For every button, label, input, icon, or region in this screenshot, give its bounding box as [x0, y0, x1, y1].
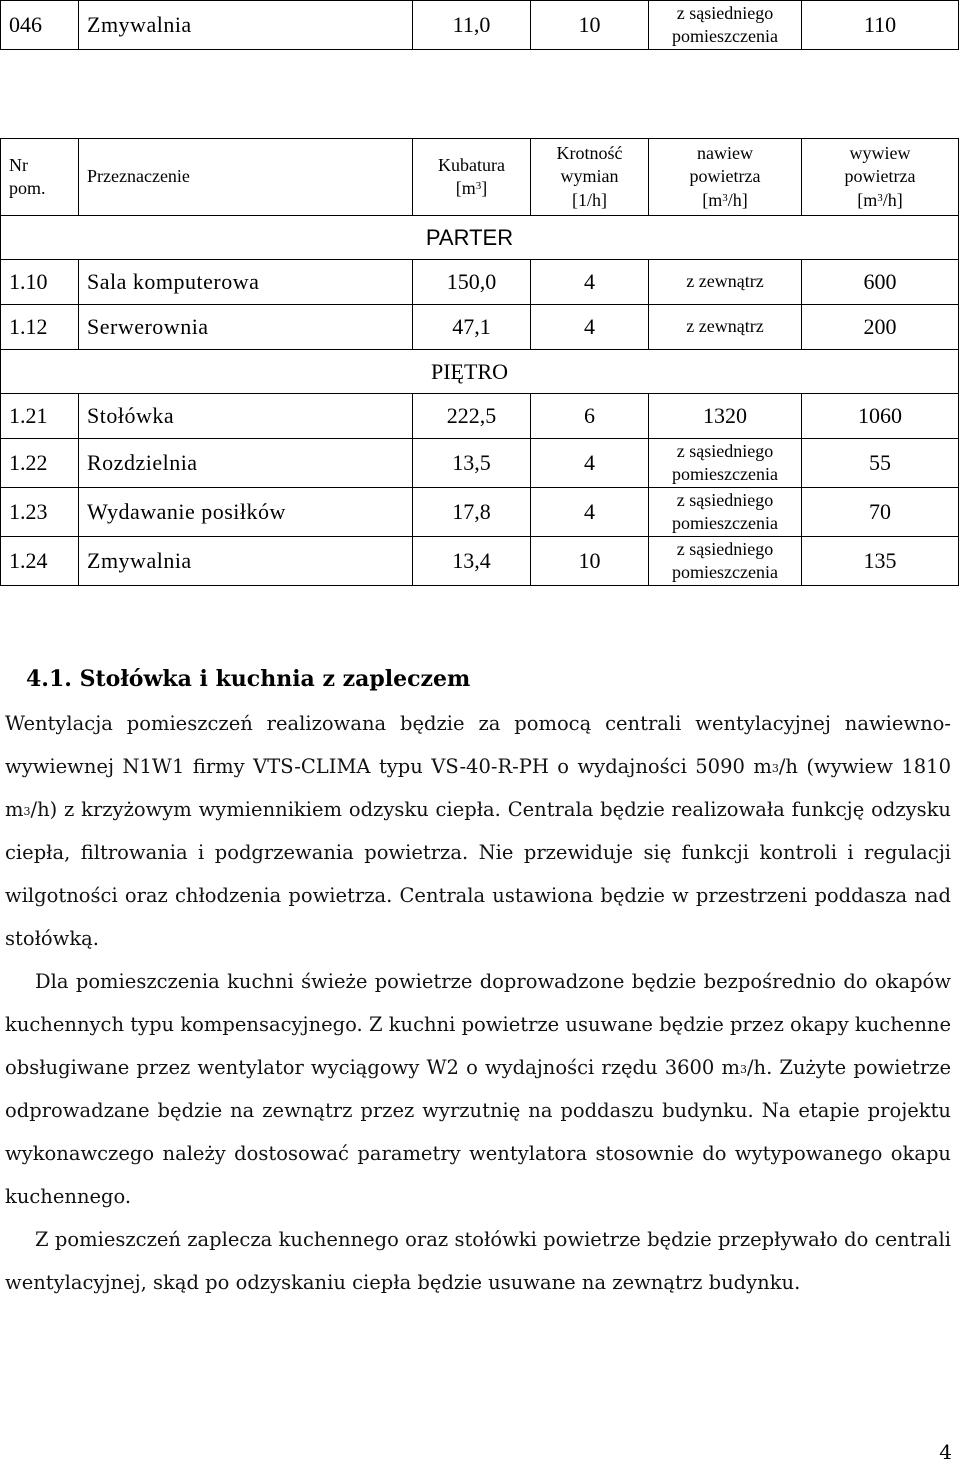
supply-air: z zewnątrz — [649, 305, 802, 350]
room-name: Zmywalnia — [79, 537, 413, 586]
table-row — [1, 260, 959, 305]
room-name: Wydawanie posiłków — [79, 488, 413, 537]
supply-air: z zewnątrz — [649, 260, 802, 305]
exhaust-air: 70 — [802, 488, 959, 537]
paragraph-2: Dla pomieszczenia kuchni świeże powietrze doprowadzone będzie bezpośrednio do okapów kuchennych typu kompensacyjnego. Z kuchni powietrze usuwane będzie przez okapy kuchenne obsługiwane przez wentylator wyciągowy W2 o wydajności rzędu 3600 $m^3/h$. Zużyte powietrze odprowadzane będzie na zewnątrz przez wyrzutnię na poddaszu budynku. Na etapie projektu wykonawczego należy dostosować parametry wentylatora stosownie do wytypowanego okapu kuchennego. — [5, 970, 951, 1208]
header-supply: nawiew powietrza $[m^3/h]$ — [649, 139, 802, 216]
header-purpose: Przeznaczenie — [79, 139, 413, 216]
supply-air: 1320 — [649, 394, 802, 439]
exhaust-air: 110 — [802, 1, 959, 50]
room-volume: 13,4 — [413, 537, 531, 586]
room-volume: 11,0 — [413, 1, 531, 50]
room-name: Sala komputerowa — [79, 260, 413, 305]
air-change-rate: 4 — [531, 305, 649, 350]
table-row — [1, 394, 959, 439]
room-number: 1.12 — [1, 305, 79, 350]
exhaust-air: 200 — [802, 305, 959, 350]
table-row — [1, 488, 959, 537]
table-row — [1, 537, 959, 586]
supply-air: z sąsiedniego pomieszczenia — [649, 439, 802, 488]
table-row — [1, 1, 959, 50]
section-heading: 4.1. Stołówka i kuchnia z zapleczem — [26, 666, 471, 692]
room-name: Rozdzielnia — [79, 439, 413, 488]
air-change-rate: 6 — [531, 394, 649, 439]
air-change-rate: 4 — [531, 260, 649, 305]
header-exhaust: wywiew powietrza $[m^3/h]$ — [802, 139, 959, 216]
ventilation-table — [0, 138, 959, 586]
header-air-change: Krotność wymian [1/h] — [531, 139, 649, 216]
room-volume: 17,8 — [413, 488, 531, 537]
air-change-rate: 4 — [531, 488, 649, 537]
room-number: 046 — [1, 1, 79, 50]
room-number: 1.21 — [1, 394, 79, 439]
room-volume: 222,5 — [413, 394, 531, 439]
table-row — [1, 305, 959, 350]
section-parter: PARTER — [1, 216, 959, 260]
table-header — [1, 139, 959, 216]
air-change-rate: 4 — [531, 439, 649, 488]
section-row — [1, 216, 959, 260]
exhaust-air: 55 — [802, 439, 959, 488]
exhaust-air: 135 — [802, 537, 959, 586]
room-volume: 150,0 — [413, 260, 531, 305]
supply-air: z sąsiedniego pomieszczenia — [649, 1, 802, 50]
paragraph-1: Wentylacja pomieszczeń realizowana będzie za pomocą centrali wentylacyjnej nawiewno-wywiewnej N1W1 firmy VTS-CLIMA typu VS-40-R-PH o wydajności 5090 $m^3/h$ (wywiew 1810 $m^3/h$) z krzyżowym wymiennikiem odzysku ciepła. Centrala będzie realizowała funkcję odzysku ciepła, filtrowania i podgrzewania powietrza. Nie przewiduje się funkcji kontroli i regulacji wilgotności oraz chłodzenia powietrza. Centrala ustawiona będzie w przestrzeni poddasza nad stołówką. — [5, 712, 951, 950]
exhaust-air: 1060 — [802, 394, 959, 439]
room-number: 1.22 — [1, 439, 79, 488]
page-number: 4 — [939, 1440, 952, 1464]
air-change-rate: 10 — [531, 537, 649, 586]
room-volume: 13,5 — [413, 439, 531, 488]
room-name: Serwerownia — [79, 305, 413, 350]
room-number: 1.23 — [1, 488, 79, 537]
air-change-rate: 10 — [531, 1, 649, 50]
supply-air: z sąsiedniego pomieszczenia — [649, 488, 802, 537]
room-number: 1.10 — [1, 260, 79, 305]
table-row — [1, 439, 959, 488]
room-number: 1.24 — [1, 537, 79, 586]
paragraph-3: Z pomieszczeń zaplecza kuchennego oraz stołówki powietrze będzie przepływało do centrali wentylacyjnej, skąd po odzyskaniu ciepła będzie usuwane na zewnątrz budynku. — [5, 1228, 951, 1294]
header-volume: Kubatura $[m^3]$ — [413, 139, 531, 216]
room-name: Zmywalnia — [79, 1, 413, 50]
supply-air: z sąsiedniego pomieszczenia — [649, 537, 802, 586]
exhaust-air: 600 — [802, 260, 959, 305]
room-name: Stołówka — [79, 394, 413, 439]
room-volume: 47,1 — [413, 305, 531, 350]
section-pietro: PIĘTRO — [1, 350, 959, 394]
section-row — [1, 350, 959, 394]
top-table — [0, 0, 959, 50]
header-room-number: Nr pom. — [1, 139, 79, 216]
